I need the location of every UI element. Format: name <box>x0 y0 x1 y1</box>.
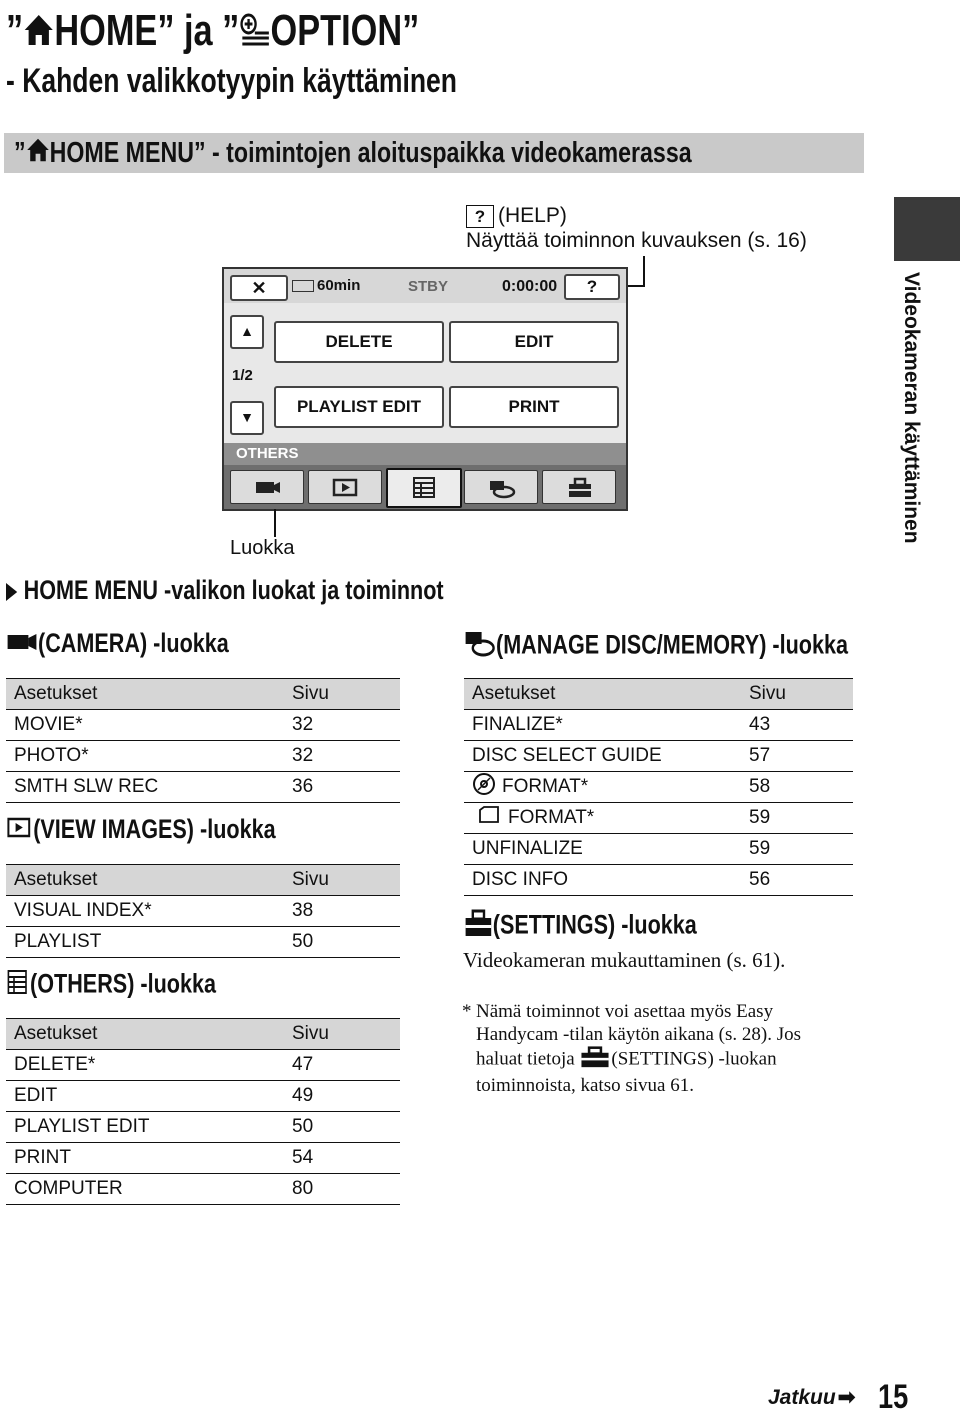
scroll-up-button[interactable]: ▲ <box>230 315 264 349</box>
camera-table <box>6 678 400 803</box>
table-row <box>464 710 853 741</box>
page-number: 54 <box>284 1143 400 1174</box>
title-mid: ” ja ” <box>157 6 240 55</box>
page-number: 32 <box>284 741 400 772</box>
subsection-title <box>6 575 444 606</box>
settings-heading-text: (SETTINGS) -luokka <box>492 909 697 940</box>
table-row <box>464 803 853 834</box>
tab-settings[interactable] <box>542 470 616 504</box>
setting-name: FINALIZE* <box>464 710 741 741</box>
tab-view-images[interactable] <box>308 470 382 504</box>
column-header: Sivu <box>741 679 853 710</box>
table-row <box>464 865 853 896</box>
others-icon <box>6 968 30 1003</box>
table-header <box>6 865 400 896</box>
print-button[interactable]: PRINT <box>449 386 619 428</box>
table-row <box>6 741 400 772</box>
page-number: 57 <box>741 741 853 772</box>
table-row <box>6 1050 400 1081</box>
camera-heading-text: (CAMERA) -luokka <box>38 628 229 658</box>
setting-name: VISUAL INDEX* <box>6 896 284 927</box>
page-number: 80 <box>284 1174 400 1205</box>
help-callout <box>466 203 807 253</box>
disc-icon <box>472 772 496 802</box>
toolbox-icon <box>579 1046 611 1074</box>
camera-screen <box>222 267 628 511</box>
table-header <box>464 679 853 710</box>
view-images-heading <box>6 814 276 847</box>
page-number: 59 <box>741 803 853 834</box>
category-leader-line <box>274 509 276 537</box>
table-row <box>6 772 400 803</box>
column-header: Sivu <box>284 679 400 710</box>
table-header <box>6 679 400 710</box>
home-icon <box>26 137 50 171</box>
side-tab-text: Videokameran käyttäminen <box>900 272 923 544</box>
page-number: 49 <box>284 1081 400 1112</box>
toolbox-icon <box>464 908 493 945</box>
title-option: OPTION <box>270 6 403 55</box>
side-tab-marker <box>894 197 960 261</box>
view-images-icon <box>332 477 360 497</box>
setting-name: DISC INFO <box>464 865 741 896</box>
others-icon <box>411 476 439 500</box>
section-bar-title <box>14 137 692 171</box>
page-number: 59 <box>741 834 853 865</box>
page-subtitle: - Kahden valikkotyypin käyttäminen <box>6 62 457 100</box>
home-icon <box>23 8 54 58</box>
setting-name: PLAYLIST EDIT <box>6 1112 284 1143</box>
table-row <box>464 834 853 865</box>
help-description: Näyttää toiminnon kuvauksen (s. 16) <box>466 229 807 252</box>
tab-manage-disc[interactable] <box>464 470 538 504</box>
scroll-down-button[interactable]: ▼ <box>230 401 264 435</box>
column-header: Asetukset <box>6 679 284 710</box>
title-quote-end: ” <box>402 6 420 55</box>
table-row <box>6 896 400 927</box>
table-row <box>464 741 853 772</box>
table-row <box>6 710 400 741</box>
tab-others[interactable] <box>386 468 462 508</box>
category-callout: Luokka <box>230 537 295 559</box>
setting-name-text: FORMAT* <box>502 776 589 798</box>
column-header: Asetukset <box>6 1019 284 1050</box>
footnote <box>462 1000 862 1097</box>
edit-button[interactable]: EDIT <box>449 321 619 363</box>
camera-heading <box>6 628 229 661</box>
category-tabs <box>224 465 626 509</box>
table-row <box>6 927 400 958</box>
tab-camera[interactable] <box>230 470 304 504</box>
setting-name: PLAYLIST <box>6 927 284 958</box>
table-header <box>6 1019 400 1050</box>
page-number: 38 <box>284 896 400 927</box>
page-number-footer: 15 <box>878 1378 909 1416</box>
manage-disc-icon <box>464 628 496 665</box>
column-header: Sivu <box>284 865 400 896</box>
page-indicator: 1/2 <box>232 367 253 384</box>
camera-icon <box>254 477 282 497</box>
footnote-text: haluat tietoja <box>476 1048 575 1070</box>
battery-icon <box>292 280 314 292</box>
continue-indicator <box>768 1385 855 1410</box>
manage-disc-table <box>464 678 853 896</box>
view-images-heading-text: (VIEW IMAGES) -luokka <box>33 814 276 844</box>
column-header: Asetukset <box>464 679 741 710</box>
view-images-icon <box>6 814 33 847</box>
category-strip <box>224 443 626 465</box>
manage-disc-icon <box>488 477 516 499</box>
page-number: 50 <box>284 1112 400 1143</box>
side-tab-label <box>899 272 929 544</box>
battery-label: 60min <box>317 277 361 294</box>
status-text: STBY <box>408 278 449 295</box>
section-bar-quote: ” <box>14 137 26 169</box>
camera-icon <box>6 628 38 661</box>
view-images-table <box>6 864 400 958</box>
setting-name: MOVIE* <box>6 710 284 741</box>
help-leader-line <box>643 256 645 286</box>
arrow-right-icon: ➡ <box>837 1386 856 1409</box>
page-number: 32 <box>284 710 400 741</box>
footnote-line: Nämä toiminnot voi asettaa myös Easy <box>476 1001 774 1022</box>
page-number: 47 <box>284 1050 400 1081</box>
setting-name: DELETE* <box>6 1050 284 1081</box>
others-heading-text: (OTHERS) -luokka <box>30 968 217 999</box>
setting-name: PRINT <box>6 1143 284 1174</box>
setting-name: SMTH SLW REC <box>6 772 284 803</box>
footnote-line: toiminnoista, katso sivua 61. <box>476 1075 694 1096</box>
column-header: Sivu <box>284 1019 400 1050</box>
help-icon: ? <box>466 205 494 228</box>
close-button[interactable]: ✕ <box>230 275 288 301</box>
help-label: (HELP) <box>498 204 567 227</box>
footnote-text: (SETTINGS) -luokan <box>611 1048 777 1070</box>
setting-name-text: FORMAT* <box>508 807 595 829</box>
setting-name: DISC SELECT GUIDE <box>464 741 741 772</box>
footnote-star: * <box>462 1001 472 1022</box>
page-number: 56 <box>741 865 853 896</box>
subsection-title-text: HOME MENU -valikon luokat ja toiminnot <box>23 575 444 605</box>
manage-disc-heading-text: (MANAGE DISC/MEMORY) -luokka <box>496 629 849 660</box>
time-counter: 0:00:00 <box>502 278 558 295</box>
column-header: Asetukset <box>6 865 284 896</box>
delete-button[interactable]: DELETE <box>274 321 444 363</box>
toolbox-icon <box>566 477 594 499</box>
section-bar-text: HOME MENU” - toimintojen aloituspaikka videokamerassa <box>49 137 692 169</box>
memory-card-icon <box>478 806 500 830</box>
setting-name: UNFINALIZE <box>464 834 741 865</box>
table-row <box>464 772 853 803</box>
title-home: HOME <box>54 6 158 55</box>
title-quote: ” <box>6 6 24 55</box>
playlist-edit-button[interactable]: PLAYLIST EDIT <box>274 386 444 428</box>
page-number: 43 <box>741 710 853 741</box>
others-heading <box>6 968 216 1003</box>
page-number: 36 <box>284 772 400 803</box>
battery-indicator <box>292 277 360 294</box>
setting-name: EDIT <box>6 1081 284 1112</box>
option-icon <box>239 8 270 58</box>
triangle-bullet-icon <box>6 583 17 601</box>
table-row <box>6 1081 400 1112</box>
footnote-line <box>476 1046 862 1074</box>
setting-name <box>464 772 741 803</box>
table-row <box>6 1174 400 1205</box>
help-button[interactable]: ? <box>564 274 620 300</box>
footnote-line: Handycam -tilan käytön aikana (s. 28). Jos <box>476 1024 802 1045</box>
manage-disc-heading <box>464 628 848 665</box>
setting-name: COMPUTER <box>6 1174 284 1205</box>
setting-name: PHOTO* <box>6 741 284 772</box>
table-row <box>6 1143 400 1174</box>
others-table <box>6 1018 400 1205</box>
settings-description: Videokameran mukauttaminen (s. 61). <box>463 948 786 972</box>
category-label: OTHERS <box>236 445 299 462</box>
page-number: 58 <box>741 772 853 803</box>
setting-name <box>464 803 741 834</box>
table-row <box>6 1112 400 1143</box>
page-number: 50 <box>284 927 400 958</box>
settings-heading <box>464 908 697 945</box>
page-title <box>6 6 419 58</box>
continue-text: Jatkuu <box>768 1386 836 1409</box>
